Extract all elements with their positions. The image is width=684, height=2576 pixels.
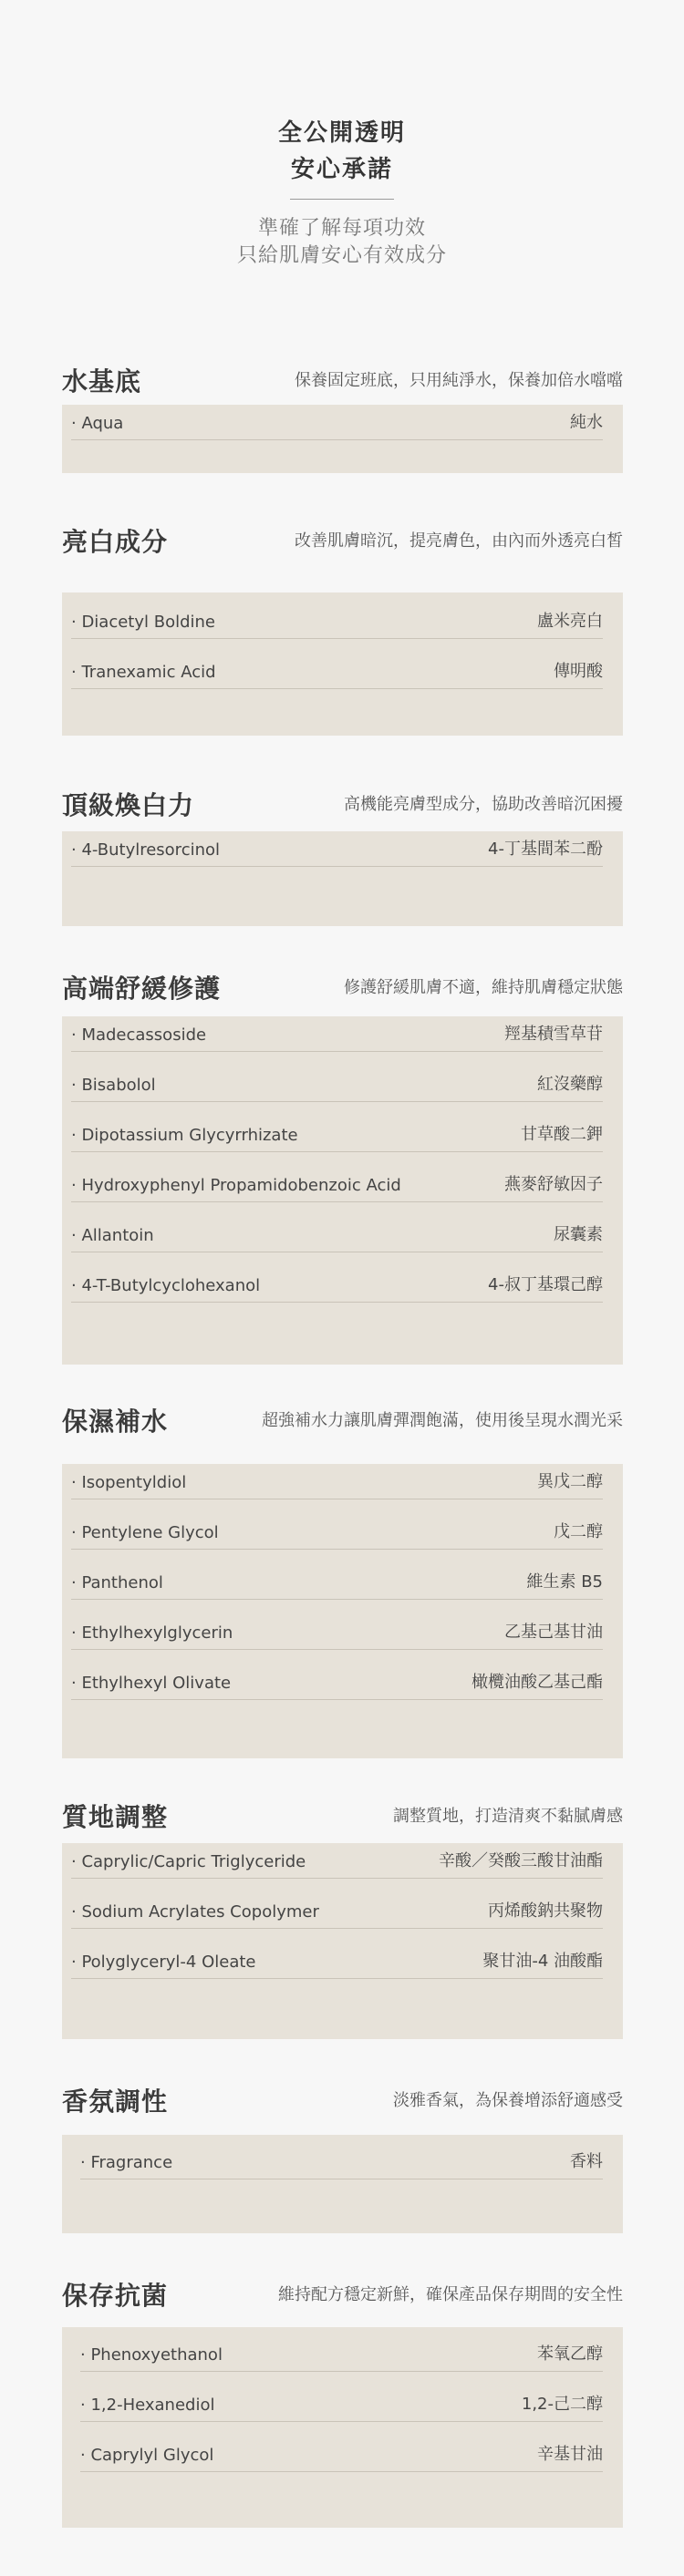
ingredient-chinese-name: 傳明酸	[554, 662, 603, 681]
ingredient-box	[62, 405, 623, 473]
ingredient-row	[71, 1217, 603, 1252]
ingredient-name: · Sodium Acrylates Copolymer	[71, 1902, 319, 1922]
ingredient-name: · Caprylyl Glycol	[80, 2446, 214, 2465]
ingredient-row	[71, 1564, 603, 1600]
ingredient-row	[71, 1514, 603, 1550]
ingredient-row	[71, 1117, 603, 1152]
ingredient-box	[62, 1464, 623, 1758]
ingredient-name: · Hydroxyphenyl Propamidobenzoic Acid	[71, 1176, 401, 1195]
ingredient-name: · Bisabolol	[71, 1076, 156, 1095]
page-subtitle-line-1: 準確了解每項功效	[257, 217, 426, 240]
ingredient-chinese-name: 丙烯酸鈉共聚物	[488, 1901, 603, 1921]
section-description: 修護舒緩肌膚不適，維持肌膚穩定狀態	[344, 978, 623, 997]
ingredient-name: · Dipotassium Glycyrrhizate	[71, 1126, 298, 1145]
ingredient-row	[80, 2336, 603, 2372]
ingredient-name: · Ethylhexylglycerin	[71, 1623, 233, 1643]
section-title: 水基底	[62, 366, 142, 397]
ingredient-chinese-name: 戊二醇	[554, 1522, 603, 1541]
ingredient-name: · Fragrance	[80, 2153, 173, 2172]
ingredient-row	[71, 1843, 603, 1879]
ingredient-chinese-name: 尿囊素	[554, 1225, 603, 1244]
ingredient-row	[80, 2437, 603, 2472]
ingredient-chinese-name: 乙基己基甘油	[504, 1623, 603, 1642]
ingredient-chinese-name: 橄欖油酸乙基己酯	[472, 1673, 603, 1692]
ingredient-row	[71, 405, 603, 440]
section-title: 香氛調性	[62, 2087, 169, 2117]
page-title-line-1: 全公開透明	[277, 119, 406, 147]
ingredient-chinese-name: 異戊二醇	[537, 1472, 603, 1491]
title-divider	[290, 199, 394, 200]
ingredient-chinese-name: 辛基甘油	[537, 2445, 603, 2464]
section-title: 高端舒緩修護	[62, 974, 222, 1004]
ingredient-chinese-name: 甘草酸二鉀	[521, 1125, 603, 1144]
section-description: 調整質地，打造清爽不黏膩膚感	[393, 1807, 623, 1826]
ingredient-name: · Caprylic/Capric Triglyceride	[71, 1852, 306, 1871]
ingredient-name: · Diacetyl Boldine	[71, 613, 216, 632]
ingredient-chinese-name: 4-叔丁基環己醇	[488, 1275, 603, 1294]
ingredient-chinese-name: 純水	[570, 413, 603, 432]
ingredient-row	[80, 2144, 603, 2179]
ingredient-row	[71, 1893, 603, 1929]
ingredient-name: · Polyglyceryl-4 Oleate	[71, 1953, 256, 1972]
ingredient-chinese-name: 1,2-己二醇	[521, 2395, 603, 2414]
ingredient-box	[62, 592, 623, 736]
ingredient-box	[62, 1016, 623, 1365]
ingredient-name: · Madecassoside	[71, 1025, 207, 1045]
ingredient-chinese-name: 聚甘油-4 油酸酯	[482, 1952, 603, 1971]
section-description: 保養固定班底，只用純淨水，保養加倍水噹噹	[295, 371, 623, 390]
ingredient-row	[71, 1066, 603, 1102]
ingredient-name: · Isopentyldiol	[71, 1473, 187, 1492]
ingredient-chinese-name: 燕麥舒敏因子	[504, 1175, 603, 1194]
ingredient-box	[62, 2135, 623, 2233]
ingredient-chinese-name: 辛酸／癸酸三酸甘油酯	[439, 1851, 603, 1870]
ingredient-row	[71, 1664, 603, 1700]
section-description: 維持配方穩定新鮮，確保產品保存期間的安全性	[278, 2285, 623, 2304]
page-title-line-2: 安心承諾	[290, 156, 393, 183]
ingredient-name: · Tranexamic Acid	[71, 663, 216, 682]
ingredient-row	[71, 831, 603, 867]
section-soothing-repair	[62, 969, 623, 1295]
ingredient-name: · Pentylene Glycol	[71, 1523, 219, 1542]
section-premium-brightening	[62, 786, 623, 860]
section-title: 保存抗菌	[62, 2281, 169, 2311]
section-preservation	[62, 2276, 623, 2465]
ingredient-row	[80, 2386, 603, 2422]
ingredient-chinese-name: 苯氧乙醇	[537, 2344, 603, 2364]
ingredient-name: · Allantoin	[71, 1226, 154, 1245]
ingredient-row	[71, 654, 603, 689]
section-description: 改善肌膚暗沉，提亮膚色，由內而外透亮白皙	[295, 531, 623, 551]
ingredient-row	[71, 1943, 603, 1979]
ingredient-name: · Phenoxyethanol	[80, 2345, 223, 2365]
section-whitening	[62, 522, 623, 682]
ingredient-row	[71, 1016, 603, 1052]
ingredient-chinese-name: 4-丁基間苯二酚	[488, 840, 603, 859]
ingredient-name: · Ethylhexyl Olivate	[71, 1674, 232, 1693]
section-description: 高機能亮膚型成分，協助改善暗沉困擾	[344, 795, 623, 814]
ingredient-row	[71, 1614, 603, 1650]
ingredient-row	[71, 1267, 603, 1303]
ingredient-box	[62, 831, 623, 926]
section-water-base	[62, 362, 623, 433]
section-texture	[62, 1798, 623, 1972]
ingredient-chinese-name: 紅沒藥醇	[537, 1075, 603, 1094]
section-title: 質地調整	[62, 1802, 169, 1832]
section-hydration	[62, 1402, 623, 1693]
ingredient-name: · 4-T-Butylcyclohexanol	[71, 1276, 261, 1295]
section-description: 超強補水力讓肌膚彈潤飽滿，使用後呈現水潤光采	[262, 1411, 623, 1430]
section-title: 亮白成分	[62, 527, 169, 557]
page-subtitle-line-2: 只給肌膚安心有效成分	[236, 244, 447, 267]
ingredient-chinese-name: 香料	[570, 2152, 603, 2171]
ingredient-chinese-name: 維生素 B5	[526, 1572, 603, 1592]
ingredient-name: · 4-Butylresorcinol	[71, 840, 221, 860]
ingredient-name: · 1,2-Hexanediol	[80, 2396, 215, 2415]
ingredient-chinese-name: 盧米亮白	[537, 612, 603, 631]
ingredient-chinese-name: 羥基積雪草苷	[504, 1025, 603, 1044]
ingredient-row	[71, 603, 603, 639]
ingredient-box	[62, 2327, 623, 2528]
section-title: 頂級煥白力	[62, 790, 195, 820]
ingredient-row	[71, 1464, 603, 1499]
section-description: 淡雅香氣，為保養增添舒適感受	[393, 2091, 623, 2110]
ingredient-row	[71, 1167, 603, 1202]
section-title: 保濕補水	[62, 1406, 169, 1437]
ingredient-name: · Aqua	[71, 414, 124, 433]
section-fragrance	[62, 2082, 623, 2172]
ingredient-name: · Panthenol	[71, 1573, 163, 1592]
ingredient-box	[62, 1843, 623, 2039]
